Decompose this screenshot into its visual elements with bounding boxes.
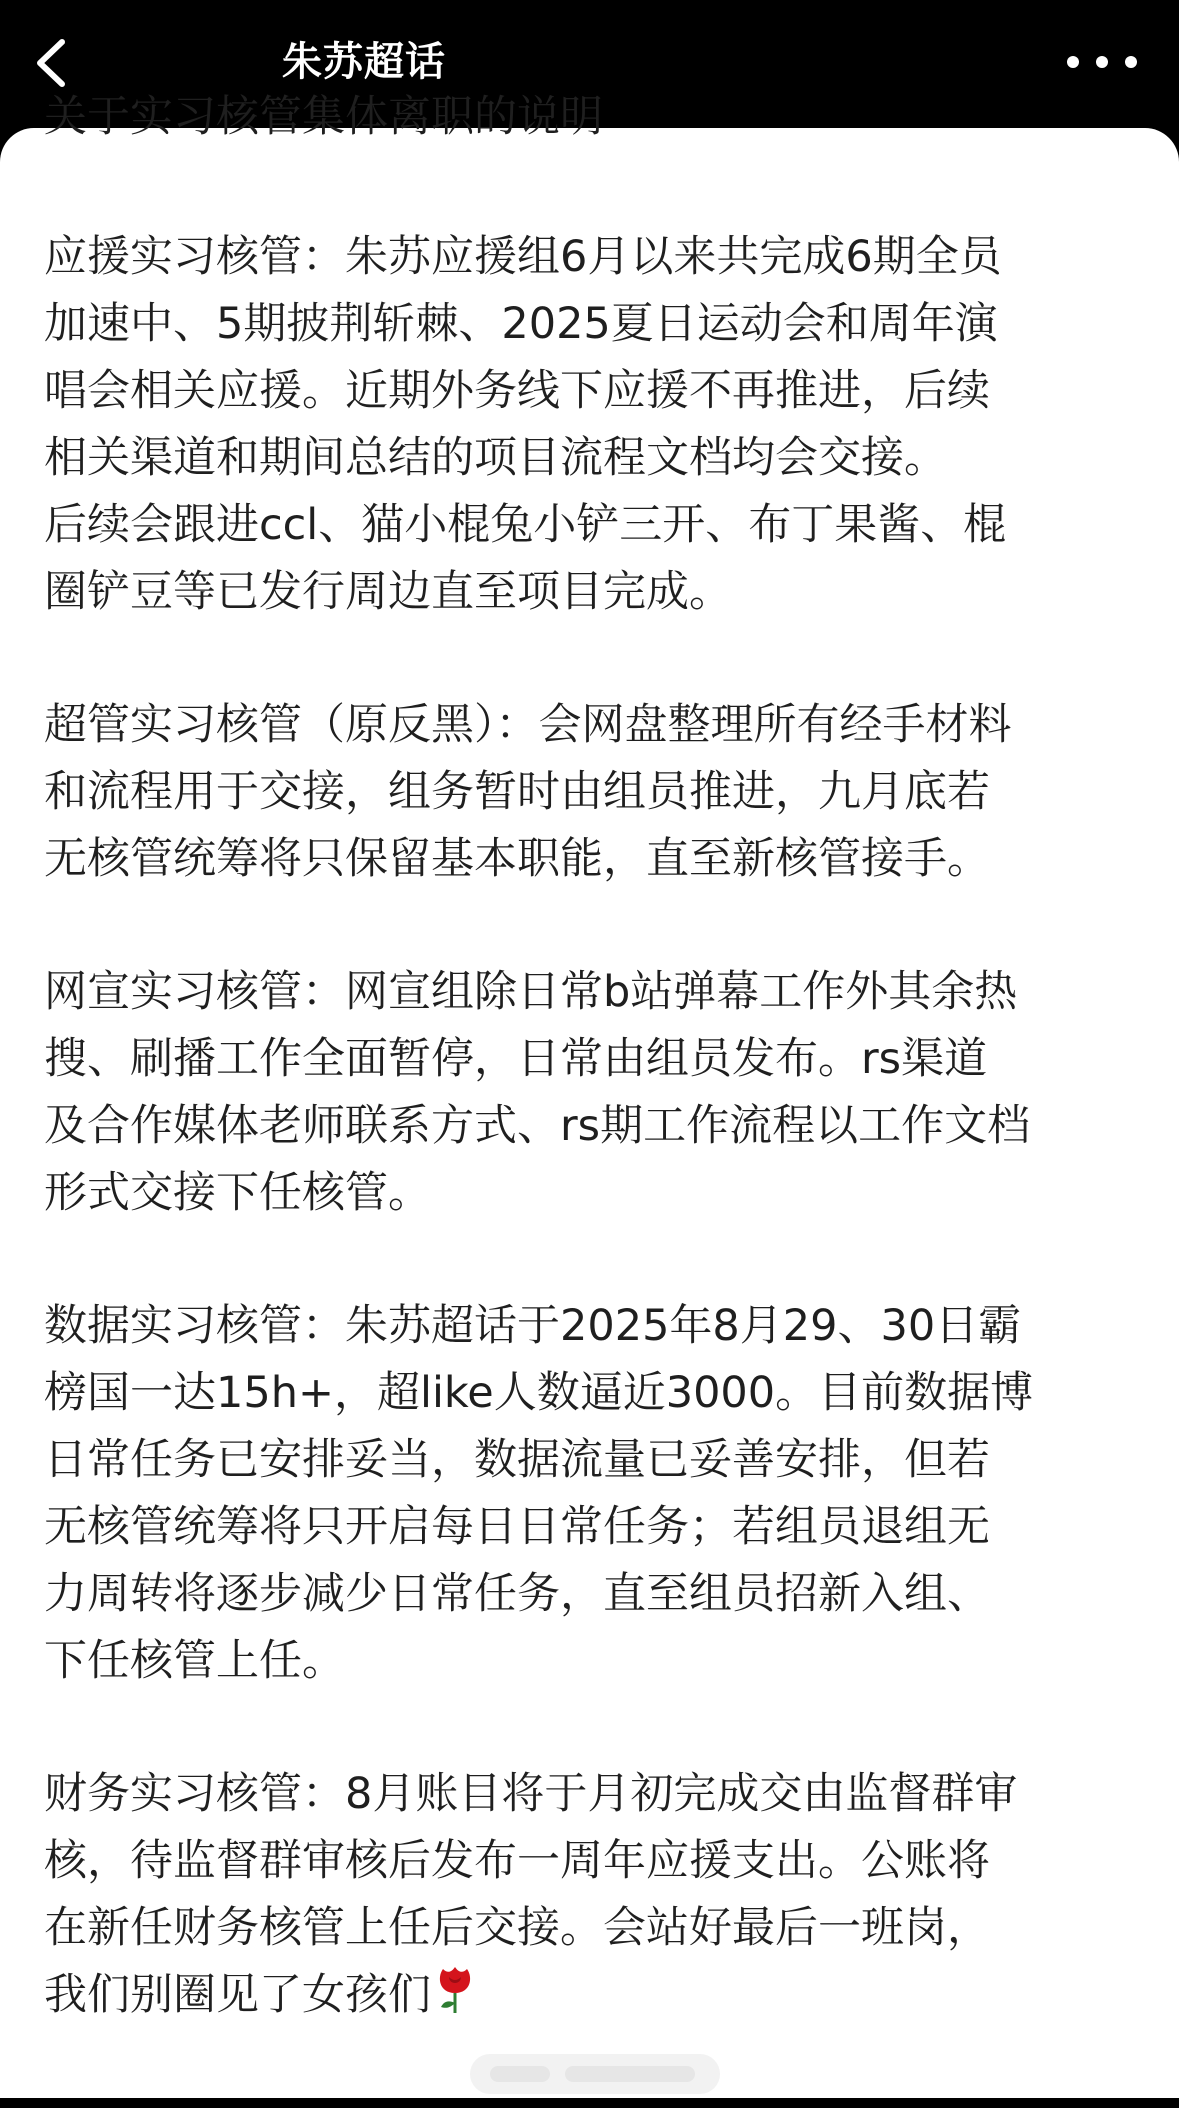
- text-line: 应援实习核管：朱苏应援组6月以来共完成6期全员: [44, 232, 1002, 282]
- text-line: 圈铲豆等已发行周边直至项目完成。: [44, 567, 732, 617]
- text-line-last: [44, 1962, 1144, 2035]
- paragraph-promotion: [44, 959, 1144, 1227]
- rose-emoji-icon: [433, 1963, 477, 2035]
- paragraph-data: [44, 1293, 1144, 1695]
- text-line: 数据实习核管：朱苏超话于2025年8月29、30日霸: [44, 1301, 1022, 1351]
- paragraph-finance: [44, 1761, 1144, 2035]
- text-line: 无核管统筹将只开启每日日常任务；若组员退组无: [44, 1502, 990, 1552]
- text-line: 形式交接下任核管。: [44, 1168, 431, 1218]
- post-heading-partial: 关于实习核管集体离职的说明: [44, 92, 603, 142]
- text-line: 下任核管上任。: [44, 1636, 345, 1686]
- text-line: 榜国一达15h+，超like人数逼近3000。目前数据博: [44, 1368, 1034, 1418]
- text-line: 核，待监督群审核后发布一周年应援支出。公账将: [44, 1836, 990, 1886]
- text-line: 日常任务已安排妥当，数据流量已妥善安排，但若: [44, 1435, 990, 1485]
- more-button[interactable]: [1060, 44, 1160, 80]
- text-line: 和流程用于交接，组务暂时由组员推进，九月底若: [44, 767, 990, 817]
- text-line: 及合作媒体老师联系方式、rs期工作流程以工作文档: [44, 1101, 1031, 1151]
- post-content-card: [0, 92, 1179, 2098]
- post-body: [44, 224, 1144, 2101]
- text-line: 在新任财务核管上任后交接。会站好最后一班岗，: [44, 1903, 990, 1953]
- text-line-content: 我们别圈见了女孩们: [44, 1970, 431, 2020]
- more-dots-icon: [1060, 44, 1160, 80]
- text-line: 加速中、5期披荆斩棘、2025夏日运动会和周年演: [44, 299, 998, 349]
- page-title: 朱苏超话: [282, 39, 446, 85]
- text-line: 无核管统筹将只保留基本职能，直至新核管接手。: [44, 834, 990, 884]
- text-line: 唱会相关应援。近期外务线下应援不再推进，后续: [44, 366, 990, 416]
- text-line: 搜、刷播工作全面暂停，日常由组员发布。rs渠道: [44, 1034, 988, 1084]
- paragraph-support: [44, 224, 1144, 626]
- text-line: 后续会跟进ccl、猫小棍兔小铲三开、布丁果酱、棍: [44, 500, 1007, 550]
- text-line: 超管实习核管（原反黑）：会网盘整理所有经手材料: [44, 700, 1012, 750]
- text-line: 相关渠道和期间总结的项目流程文档均会交接。: [44, 433, 947, 483]
- watermark-blur: [470, 2044, 720, 2104]
- text-line: 财务实习核管：8月账目将于月初完成交由监督群审: [44, 1769, 1018, 1819]
- paragraph-supermod: [44, 692, 1144, 893]
- text-line: 力周转将逐步减少日常任务，直至组员招新入组、: [44, 1569, 990, 1619]
- text-line: 网宣实习核管：网宣组除日常b站弹幕工作外其余热: [44, 967, 1018, 1017]
